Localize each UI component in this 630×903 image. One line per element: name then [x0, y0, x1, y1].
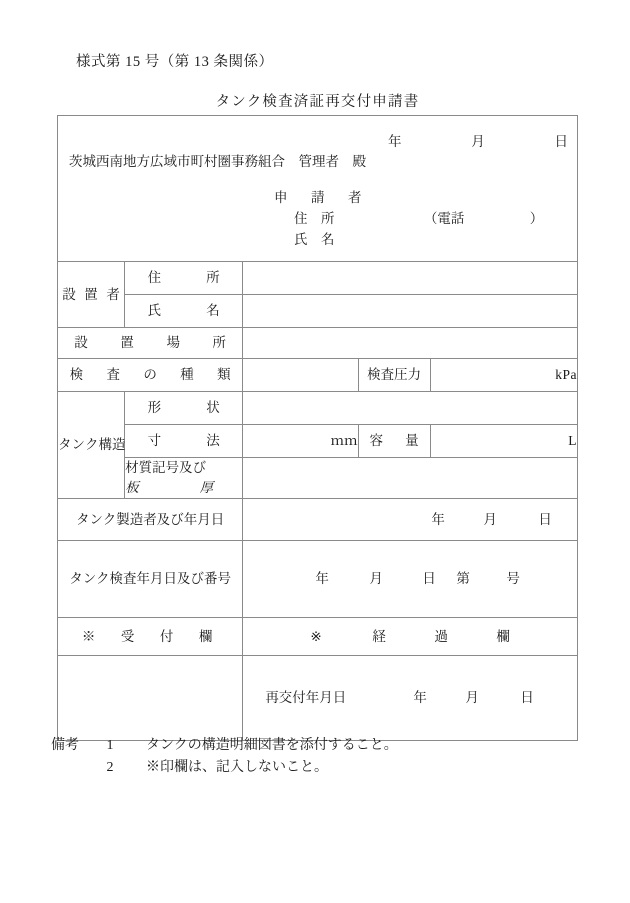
tank-capacity-label-char-2: 量	[405, 433, 419, 449]
install-place-label-char-2: 置	[120, 335, 134, 351]
submission-date-year: 年	[388, 134, 402, 149]
inspection-kind-label-char-4: 種	[180, 367, 194, 383]
inspection-kind-input[interactable]	[243, 359, 358, 392]
tank-capacity-label-cell	[358, 425, 430, 458]
inspection-record-label: タンク検査年月日及び番号	[58, 541, 243, 618]
installer-label-char-3: 者	[106, 286, 120, 302]
inspection-record-number-prefix: 第	[456, 571, 470, 587]
tank-capacity-label-char-1: 容	[369, 433, 384, 449]
application-form-table	[57, 115, 578, 741]
inspection-record-year: 年	[315, 571, 329, 587]
remark-text-1: タンクの構造明細図書を添付すること。	[146, 738, 398, 753]
reissue-date-area[interactable]	[243, 656, 578, 741]
tank-dimension-input[interactable]: ｍｍ	[243, 425, 358, 458]
installer-address-label-char-1: 住	[147, 270, 162, 286]
tank-dimension-row	[58, 425, 578, 458]
installer-name-label-char-2: 名	[206, 303, 220, 319]
tank-structure-label-char-5: 造	[112, 437, 126, 453]
installer-address-label-char-2: 所	[206, 270, 220, 286]
installer-address-label-cell	[125, 262, 243, 295]
reissue-date-year: 年	[413, 690, 427, 706]
applicant-phone-group	[424, 209, 543, 229]
reissue-date-label: 再交付年月日	[265, 690, 347, 706]
inspection-kind-label-cell	[58, 359, 243, 392]
inspection-record-input[interactable]	[243, 541, 578, 618]
tank-material-label-line2	[125, 478, 213, 498]
tank-structure-label-char-4: 構	[98, 437, 112, 453]
reissue-date-month: 月	[465, 690, 479, 706]
manufacturer-row	[58, 499, 578, 541]
applicant-title-row	[274, 188, 543, 209]
progress-section-mark: ※	[310, 628, 322, 644]
progress-section-char-1: 経	[372, 628, 386, 644]
inspection-record-row	[58, 541, 578, 618]
manufacturer-label: タンク製造者及び年月日	[58, 499, 243, 541]
phone-label-open: （電話	[423, 211, 465, 226]
installer-name-label-char-1: 氏	[147, 303, 162, 319]
receipt-section-header: ※ 受 付 欄	[58, 618, 243, 656]
manufacturer-input[interactable]	[243, 499, 578, 541]
page-title: タンク検査済証再交付申請書	[215, 94, 420, 110]
remark-number-1: 1	[106, 738, 114, 753]
tank-capacity-input[interactable]: L	[430, 425, 577, 458]
tank-structure-label-cell	[58, 392, 125, 499]
remark-number-2: 2	[106, 759, 114, 775]
installer-name-row	[58, 295, 578, 328]
installer-name-label-cell	[125, 295, 243, 328]
tank-structure-label-char-3: ク	[85, 437, 99, 453]
inspection-pressure-label: 検査圧力	[358, 359, 430, 392]
progress-section-header	[243, 618, 578, 656]
installer-address-input[interactable]	[243, 262, 578, 295]
inspection-kind-label-char-2: 査	[106, 367, 121, 383]
tank-structure-label-char-1: タ	[58, 437, 72, 453]
submission-date-line	[388, 132, 568, 152]
inspection-kind-label-char-3: の	[143, 367, 157, 383]
install-place-label-cell	[58, 328, 243, 359]
tank-material-input[interactable]	[243, 458, 578, 499]
installer-label-char-2: 置	[84, 286, 98, 302]
inspection-record-date-line	[243, 569, 577, 589]
manufacturer-date-day: 日	[538, 511, 552, 527]
remark-text-2: ※印欄は、記入しないこと。	[146, 759, 328, 775]
submission-date-month: 月	[471, 134, 485, 149]
form-number-line: 様式第 15 号（第 13 条関係）	[76, 54, 274, 70]
reissue-date-day: 日	[520, 690, 534, 706]
tank-shape-input[interactable]	[243, 392, 578, 425]
install-place-label-char-3: 場	[166, 335, 180, 351]
applicant-name-label: 氏 名	[294, 232, 335, 247]
tank-shape-label-char-1: 形	[147, 400, 162, 416]
tank-material-label-line1: 材質記号及び	[125, 460, 207, 476]
installer-label-char-1: 設	[62, 286, 76, 302]
tank-dimension-label-char-1: 寸	[147, 433, 162, 449]
remarks-label: 備考	[51, 738, 79, 753]
remarks-block	[51, 735, 398, 778]
addressee-line: 茨城西南地方広域市町村圏事務組合 管理者 殿	[69, 154, 366, 169]
tank-shape-label-char-2: 状	[206, 400, 220, 416]
inspection-kind-label-char-1: 検	[69, 367, 84, 383]
official-use-body-row	[58, 656, 578, 741]
header-block-cell	[58, 116, 578, 262]
receipt-stamp-area[interactable]	[58, 656, 243, 741]
submission-date-day: 日	[554, 134, 568, 149]
tank-dimension-label-cell	[125, 425, 243, 458]
install-place-row	[58, 328, 578, 359]
form-header-row	[58, 116, 578, 262]
manufacturer-date-line	[243, 510, 577, 530]
install-place-input[interactable]	[243, 328, 578, 359]
inspection-record-month: 月	[369, 571, 383, 587]
remark-item-1	[51, 735, 398, 757]
applicant-address-row	[274, 209, 543, 230]
remark-item-2	[51, 757, 398, 779]
tank-material-label-line2-char-2: 厚	[199, 480, 214, 495]
tank-material-label-cell	[125, 458, 243, 499]
inspection-record-day: 日	[422, 571, 436, 587]
inspection-pressure-input[interactable]: kPa	[430, 359, 577, 392]
reissue-date-line	[243, 688, 577, 708]
installer-address-row	[58, 262, 578, 295]
installer-label-cell	[58, 262, 125, 328]
tank-material-label-line2-char-1: 板	[125, 480, 139, 495]
applicant-name-row	[274, 230, 543, 251]
inspection-kind-label-char-5: 類	[217, 367, 231, 383]
install-place-label-char-1: 設	[74, 335, 88, 351]
manufacturer-date-month: 月	[483, 511, 497, 527]
tank-shape-label-cell	[125, 392, 243, 425]
applicant-block	[274, 188, 543, 251]
applicant-label: 申 請 者	[274, 190, 367, 205]
applicant-address-label: 住 所	[294, 211, 335, 226]
tank-structure-label-char-2: ン	[71, 437, 85, 453]
progress-section-char-2: 過	[434, 628, 448, 644]
tank-material-row	[58, 458, 578, 499]
installer-name-input[interactable]	[243, 295, 578, 328]
phone-label-close: ）	[529, 211, 544, 226]
progress-section-char-3: 欄	[496, 628, 510, 644]
tank-shape-row	[58, 392, 578, 425]
inspection-kind-row	[58, 359, 578, 392]
inspection-record-number-suffix: 号	[506, 571, 520, 587]
official-use-header-row	[58, 618, 578, 656]
tank-dimension-label-char-2: 法	[206, 433, 220, 449]
install-place-label-char-4: 所	[212, 335, 227, 351]
manufacturer-date-year: 年	[431, 511, 445, 527]
